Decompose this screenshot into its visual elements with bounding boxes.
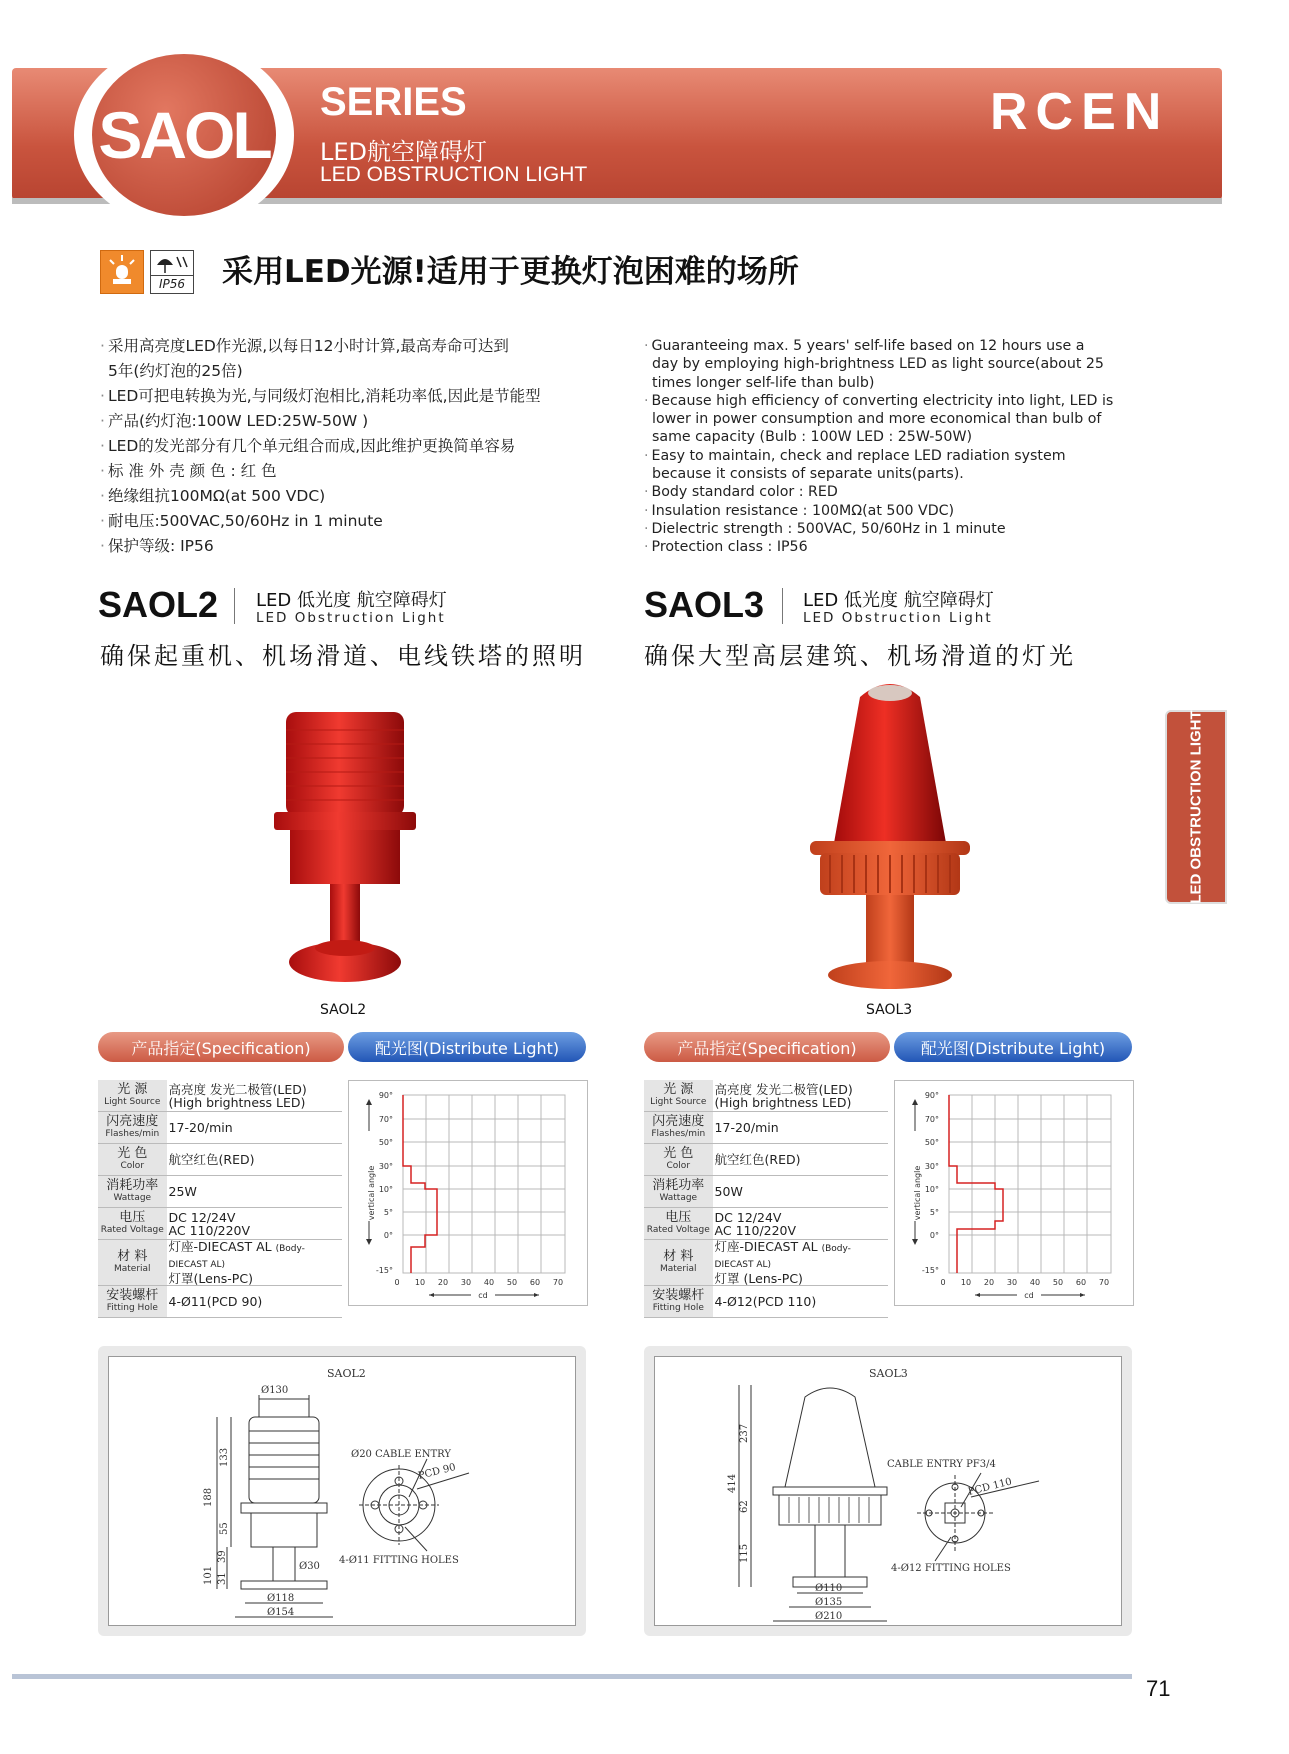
svg-text:62: 62 bbox=[739, 1500, 750, 1513]
model-saol3: SAOL3 bbox=[644, 584, 765, 625]
svg-text:60: 60 bbox=[1075, 1278, 1087, 1287]
feature-en-item: · Guaranteeing max. 5 years' self-life based on 12 hours use a bbox=[644, 338, 1085, 354]
feature-en-item: · Easy to maintain, check and replace LED radiation system bbox=[644, 447, 1066, 464]
slogan: 采用LED光源!适用于更换灯泡困难的场所 bbox=[222, 254, 799, 290]
svg-text:PCD 110: PCD 110 bbox=[967, 1476, 1014, 1498]
spec-table-saol2 bbox=[98, 1080, 342, 1318]
drawing-panel-saol3 bbox=[644, 1346, 1132, 1636]
svg-text:Ø118: Ø118 bbox=[267, 1593, 295, 1604]
model-desc-cn: LED 低光度 航空障碍灯 bbox=[803, 590, 994, 611]
model-desc-en: LED Obstruction Light bbox=[256, 610, 446, 626]
svg-text:Ø20 CABLE ENTRY: Ø20 CABLE ENTRY bbox=[351, 1449, 451, 1460]
svg-text:Ø210: Ø210 bbox=[815, 1611, 843, 1622]
svg-text:vertical angle: vertical angle bbox=[367, 1165, 376, 1221]
svg-text:50: 50 bbox=[1052, 1278, 1064, 1287]
footer-line bbox=[12, 1674, 1132, 1679]
feature-cn-item: · 绝缘组抗100MΩ(at 500 VDC) bbox=[100, 487, 326, 505]
feature-en-item: same capacity (Bulb : 100W LED : 25W-50W) bbox=[652, 429, 973, 446]
spec-table-saol3 bbox=[644, 1080, 888, 1318]
svg-text:4-Ø11 FITTING HOLES: 4-Ø11 FITTING HOLES bbox=[339, 1555, 459, 1566]
feature-en-item: · Dielectric strength : 500VAC, 50/60Hz in 1 minute bbox=[644, 520, 1006, 537]
svg-text:115: 115 bbox=[739, 1543, 750, 1563]
svg-text:60: 60 bbox=[529, 1278, 541, 1287]
feature-cn-item: · 产品(约灯泡:100W LED:25W-50W ) bbox=[100, 412, 369, 430]
svg-text:414: 414 bbox=[727, 1473, 738, 1493]
svg-text:Ø30: Ø30 bbox=[299, 1561, 320, 1572]
subtitle-en: LED OBSTRUCTION LIGHT bbox=[320, 163, 588, 186]
ip-label: IP56 bbox=[151, 275, 193, 293]
svg-text:31: 31 bbox=[217, 1572, 228, 1585]
feature-cn-item: · LED可把电转换为光,与同级灯泡相比,消耗功率低,因此是节能型 bbox=[100, 387, 541, 405]
svg-text:20: 20 bbox=[983, 1278, 995, 1287]
drawing-saol3 bbox=[654, 1356, 1122, 1626]
feature-en-item: · Insulation resistance : 100MΩ(at 500 VDC) bbox=[644, 502, 955, 519]
svg-text:CABLE ENTRY PF3/4: CABLE ENTRY PF3/4 bbox=[887, 1459, 996, 1470]
table-row: 消耗功率 Wattage 25W bbox=[98, 1176, 342, 1208]
svg-text:SAOL3: SAOL3 bbox=[869, 1367, 908, 1380]
table-row: 电压 Rated Voltage DC 12/24V AC 110/220V bbox=[644, 1208, 888, 1240]
features-cn bbox=[100, 334, 600, 559]
svg-text:0: 0 bbox=[394, 1278, 400, 1287]
svg-text:50°: 50° bbox=[924, 1138, 939, 1147]
feature-cn-item: · 采用高亮度LED作光源,以每日12小时计算,最高寿命可达到 bbox=[100, 337, 509, 355]
svg-text:39: 39 bbox=[217, 1550, 228, 1563]
distribution-chart-saol2 bbox=[348, 1080, 588, 1306]
subtitle-cn: LED航空障碍灯 bbox=[320, 138, 488, 166]
table-row: 安装螺杆 Fitting Hole 4-Ø12(PCD 110) bbox=[644, 1286, 888, 1318]
table-row: 材 料 Material 灯座-DIECAST AL (Body-DIECAST AL) 灯罩 (Lens-PC) bbox=[644, 1240, 888, 1286]
svg-text:70°: 70° bbox=[378, 1115, 393, 1124]
svg-text:30: 30 bbox=[460, 1278, 472, 1287]
svg-text:-15°: -15° bbox=[921, 1266, 939, 1275]
svg-text:90°: 90° bbox=[924, 1091, 939, 1100]
table-row: 消耗功率 Wattage 50W bbox=[644, 1176, 888, 1208]
caption-saol3: SAOL3 bbox=[866, 1002, 913, 1018]
svg-text:50°: 50° bbox=[378, 1138, 393, 1147]
model-desc-cn: LED 低光度 航空障碍灯 bbox=[256, 590, 447, 611]
feature-cn-item: 5年(约灯泡的25倍) bbox=[108, 362, 243, 380]
table-row: 材 料 Material 灯座-DIECAST AL (Body-DIECAST AL) 灯罩(Lens-PC) bbox=[98, 1240, 342, 1286]
saol2-product-image bbox=[260, 700, 430, 990]
svg-text:30°: 30° bbox=[378, 1162, 393, 1171]
feature-cn-item: · 耐电压:500VAC,50/60Hz in 1 minute bbox=[100, 512, 383, 530]
table-row: 安装螺杆 Fitting Hole 4-Ø11(PCD 90) bbox=[98, 1286, 342, 1318]
svg-text:Ø130: Ø130 bbox=[261, 1385, 289, 1396]
feature-en-item: times longer self-life than bulb) bbox=[652, 374, 875, 391]
svg-text:70: 70 bbox=[552, 1278, 564, 1287]
svg-text:10°: 10° bbox=[924, 1185, 939, 1194]
svg-text:PCD 90: PCD 90 bbox=[417, 1461, 457, 1482]
svg-text:237: 237 bbox=[739, 1423, 750, 1443]
svg-text:101: 101 bbox=[203, 1565, 214, 1585]
brand-name: RCEN bbox=[990, 83, 1170, 141]
svg-text:cd: cd bbox=[1024, 1291, 1034, 1300]
light-bulb-icon bbox=[100, 250, 144, 294]
svg-text:188: 188 bbox=[203, 1487, 214, 1507]
svg-text:50: 50 bbox=[506, 1278, 518, 1287]
series-logo: SAOL bbox=[92, 54, 276, 216]
svg-text:70°: 70° bbox=[924, 1115, 939, 1124]
feature-en-item: lower in power consumption and more economical than bulb of bbox=[652, 411, 1102, 428]
dist-header: 配光图(Distribute Light) bbox=[348, 1032, 586, 1062]
svg-text:0: 0 bbox=[940, 1278, 946, 1287]
divider bbox=[234, 588, 235, 624]
feature-en-item: because it consists of separate units(parts). bbox=[652, 466, 964, 483]
application-saol2: 确保起重机、机场滑道、电线铁塔的照明 bbox=[100, 642, 586, 670]
distribution-chart-saol3 bbox=[894, 1080, 1134, 1306]
svg-text:5°: 5° bbox=[929, 1208, 939, 1217]
svg-text:4-Ø12 FITTING HOLES: 4-Ø12 FITTING HOLES bbox=[891, 1563, 1011, 1574]
svg-text:20: 20 bbox=[437, 1278, 449, 1287]
spec-header: 产品指定(Specification) bbox=[644, 1032, 890, 1062]
svg-text:133: 133 bbox=[219, 1447, 230, 1467]
table-row: 电压 Rated Voltage DC 12/24V AC 110/220V bbox=[98, 1208, 342, 1240]
svg-text:0°: 0° bbox=[383, 1231, 393, 1240]
svg-text:30°: 30° bbox=[924, 1162, 939, 1171]
feature-en-item: · Protection class : IP56 bbox=[644, 539, 808, 556]
saol3-product-image bbox=[800, 675, 980, 995]
svg-text:-15°: -15° bbox=[375, 1266, 393, 1275]
svg-text:90°: 90° bbox=[378, 1091, 393, 1100]
svg-text:Ø154: Ø154 bbox=[267, 1607, 295, 1618]
svg-text:Ø135: Ø135 bbox=[815, 1597, 843, 1608]
application-saol3: 确保大型高层建筑、机场滑道的灯光 bbox=[644, 642, 1076, 670]
table-row: 光 色 Color 航空红色(RED) bbox=[644, 1144, 888, 1176]
svg-text:vertical angle: vertical angle bbox=[913, 1165, 922, 1221]
features-en bbox=[644, 337, 1134, 557]
svg-text:10: 10 bbox=[414, 1278, 426, 1287]
feature-en-item: · Body standard color : RED bbox=[644, 484, 838, 501]
svg-text:cd: cd bbox=[478, 1291, 488, 1300]
svg-text:40: 40 bbox=[483, 1278, 495, 1287]
svg-text:70: 70 bbox=[1098, 1278, 1110, 1287]
table-row: 光 色 Color 航空红色(RED) bbox=[98, 1144, 342, 1176]
drawing-saol2 bbox=[108, 1356, 576, 1626]
svg-text:10°: 10° bbox=[378, 1185, 393, 1194]
feature-cn-item: · LED的发光部分有几个单元组合而成,因此维护更换简单容易 bbox=[100, 437, 516, 455]
svg-text:0°: 0° bbox=[929, 1231, 939, 1240]
svg-text:Ø110: Ø110 bbox=[815, 1583, 843, 1594]
table-row: 光 源 Light Source 高亮度 发光二极管(LED) (High brightness LED) bbox=[644, 1080, 888, 1112]
model-desc-en: LED Obstruction Light bbox=[803, 610, 993, 626]
table-row: 闪亮速度 Flashes/min 17-20/min bbox=[98, 1112, 342, 1144]
svg-text:10: 10 bbox=[960, 1278, 972, 1287]
divider bbox=[782, 588, 783, 624]
svg-text:40: 40 bbox=[1029, 1278, 1041, 1287]
page-number: 71 bbox=[1146, 1676, 1171, 1701]
feature-en-item: day by employing high-brightness LED as light source(about 25 bbox=[652, 356, 1104, 373]
ip56-rating-icon bbox=[150, 250, 194, 294]
feature-en-item: · Because high efficiency of converting electricity into light, LED is bbox=[644, 392, 1114, 409]
table-row: 闪亮速度 Flashes/min 17-20/min bbox=[644, 1112, 888, 1144]
side-tab: LED OBSTRUCTION LIGHT bbox=[1165, 710, 1227, 904]
spec-header: 产品指定(Specification) bbox=[98, 1032, 344, 1062]
feature-cn-item: · 标 准 外 壳 颜 色 : 红 色 bbox=[100, 462, 277, 480]
svg-text:SAOL2: SAOL2 bbox=[327, 1367, 366, 1380]
model-saol2: SAOL2 bbox=[98, 584, 219, 625]
caption-saol2: SAOL2 bbox=[320, 1002, 367, 1018]
svg-text:30: 30 bbox=[1006, 1278, 1018, 1287]
dist-header: 配光图(Distribute Light) bbox=[894, 1032, 1132, 1062]
svg-text:55: 55 bbox=[219, 1522, 230, 1535]
series-title: SERIES bbox=[320, 80, 467, 124]
table-row: 光 源 Light Source 高亮度 发光二极管(LED) (High brightness LED) bbox=[98, 1080, 342, 1112]
feature-cn-item: · 保护等级: IP56 bbox=[100, 537, 214, 555]
drawing-panel-saol2 bbox=[98, 1346, 586, 1636]
svg-text:5°: 5° bbox=[383, 1208, 393, 1217]
